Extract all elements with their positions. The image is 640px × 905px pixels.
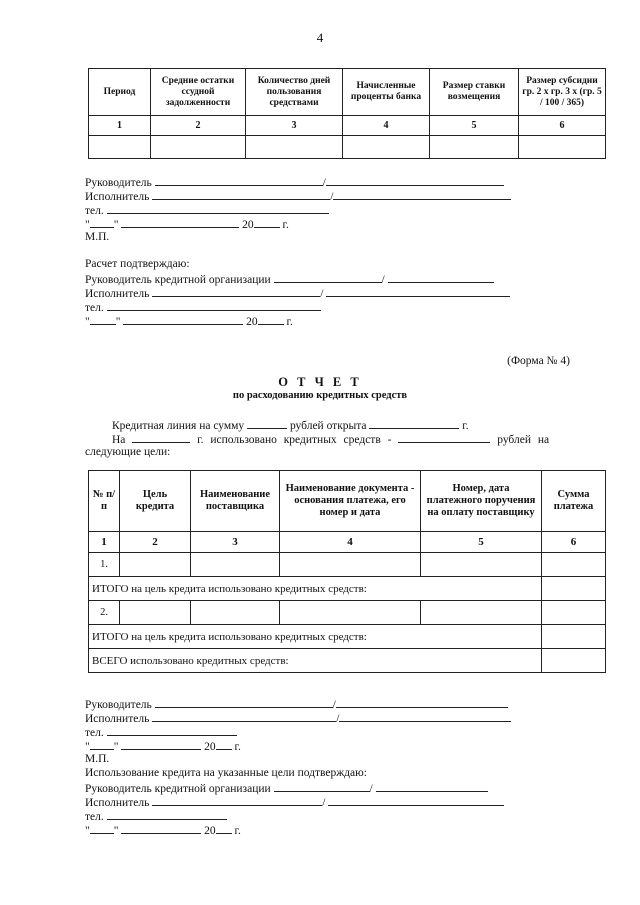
slash: / <box>332 699 336 711</box>
credit-line-label: Кредитная линия на сумму <box>112 420 245 432</box>
confirm1-tel-field[interactable] <box>107 300 321 311</box>
t2-cell[interactable] <box>542 553 606 577</box>
t2-col-number: 6 <box>542 532 606 553</box>
confirm2-date-line <box>85 823 241 838</box>
opened-date-field[interactable] <box>369 418 459 429</box>
sig1-tel-line <box>85 203 329 218</box>
row-number: 2. <box>89 601 120 625</box>
t1-cell[interactable] <box>343 136 430 159</box>
year-suffix: г. <box>282 219 289 231</box>
credit-amount-field[interactable] <box>247 418 287 429</box>
sig1-tel-field[interactable] <box>107 203 329 214</box>
confirm2-tel-label: тел. <box>85 811 104 823</box>
confirm2-year-label: 20 <box>204 825 216 837</box>
t2-cell[interactable] <box>542 649 606 673</box>
t1-col-number: 1 <box>89 116 151 136</box>
t1-cell[interactable] <box>89 136 151 159</box>
sig2-tel-line <box>85 725 237 740</box>
sig2-mp: М.П. <box>85 753 110 765</box>
quote: " <box>115 316 121 328</box>
slash: / <box>330 191 334 203</box>
t1-header: Средние остатки ссудной задолженности <box>151 69 246 116</box>
sig2-tel-field[interactable] <box>107 725 237 736</box>
confirm1-day-field[interactable] <box>90 314 116 325</box>
sig1-head-name-field[interactable] <box>326 175 504 186</box>
on-label: На <box>112 434 126 446</box>
purpose-total-label: ИТОГО на цель кредита использовано кредитных средств: <box>89 577 542 601</box>
quote: " <box>113 825 119 837</box>
t1-col-number: 4 <box>343 116 430 136</box>
confirm1-date-line <box>85 314 293 329</box>
credit-spending-table <box>88 470 606 673</box>
sig1-tel-label: тел. <box>85 205 104 217</box>
t1-cell[interactable] <box>151 136 246 159</box>
quote: " <box>85 219 90 231</box>
t1-cell[interactable] <box>246 136 343 159</box>
confirm1-executor-field[interactable] <box>152 286 320 297</box>
form-label: (Форма № 4) <box>507 355 570 367</box>
purpose-total-label: ИТОГО на цель кредита использовано кредитных средств: <box>89 625 542 649</box>
t1-header: Размер субсидии гр. 2 х гр. 3 х (гр. 5 / 100 / 365) <box>519 69 606 116</box>
quote: " <box>113 219 119 231</box>
confirm1-year-field[interactable] <box>258 314 284 325</box>
t2-header: Наименование документа - основания платежа, его номер и дата <box>280 471 421 532</box>
report-line-1 <box>112 418 469 433</box>
t1-header: Период <box>89 69 151 116</box>
sig2-head-field[interactable] <box>155 697 333 708</box>
sig1-day-field[interactable] <box>90 217 114 228</box>
confirm2-tel-field[interactable] <box>107 809 227 820</box>
confirm2-year-field[interactable] <box>216 823 232 834</box>
year-suffix: г. <box>462 420 469 432</box>
report-date-field[interactable] <box>132 432 190 443</box>
sig1-head-field[interactable] <box>155 175 323 186</box>
slash: / <box>369 783 373 795</box>
sig1-mp: М.П. <box>85 231 110 243</box>
sig2-executor-label: Исполнитель <box>85 713 150 725</box>
sig2-date-line <box>85 739 241 754</box>
grand-total-label: ВСЕГО использовано кредитных средств: <box>89 649 542 673</box>
t1-col-number: 5 <box>430 116 519 136</box>
confirm2-executor-name-field[interactable] <box>328 795 504 806</box>
confirm2-month-field[interactable] <box>121 823 201 834</box>
confirm1-year-label: 20 <box>246 316 258 328</box>
used-label: г. использовано кредитных средств - <box>197 434 392 446</box>
sig1-date-line <box>85 217 289 232</box>
sig2-head-label: Руководитель <box>85 699 152 711</box>
t2-cell[interactable] <box>280 553 421 577</box>
sig1-year-field[interactable] <box>254 217 280 228</box>
year-suffix: г. <box>234 741 241 753</box>
sig1-month-field[interactable] <box>121 217 239 228</box>
slash: / <box>381 274 385 286</box>
sig2-head-name-field[interactable] <box>336 697 508 708</box>
confirm2-head-field[interactable] <box>274 781 370 792</box>
year-suffix: г. <box>286 316 293 328</box>
sig2-head-line <box>85 697 508 712</box>
t2-cell[interactable] <box>542 625 606 649</box>
quote: " <box>85 316 90 328</box>
quote: " <box>113 741 119 753</box>
sig2-year-label: 20 <box>204 741 216 753</box>
quote: " <box>85 825 90 837</box>
confirm1-executor-line <box>85 286 510 301</box>
slash: / <box>320 288 324 300</box>
report-title: О Т Ч Е Т <box>278 375 362 389</box>
t2-col-number: 2 <box>120 532 191 553</box>
confirm1-month-field[interactable] <box>123 314 243 325</box>
t2-header: Сумма платежа <box>542 471 606 532</box>
t2-cell[interactable] <box>421 601 542 625</box>
table-row <box>89 577 606 601</box>
confirm2-executor-line <box>85 795 504 810</box>
page-number: 4 <box>316 30 324 45</box>
sig1-executor-label: Исполнитель <box>85 191 150 203</box>
t2-cell[interactable] <box>120 553 191 577</box>
t1-header: Количество дней пользования средствами <box>246 69 343 116</box>
sig2-executor-line <box>85 711 511 726</box>
t2-header: № п/п <box>89 471 120 532</box>
confirm2-head-label: Руководитель кредитной организации <box>85 783 271 795</box>
confirm1-head-label: Руководитель кредитной организации <box>85 274 271 286</box>
sig1-executor-name-field[interactable] <box>333 189 511 200</box>
t1-cell[interactable] <box>430 136 519 159</box>
sig1-executor-line <box>85 189 511 204</box>
t2-cell[interactable] <box>542 601 606 625</box>
row-number: 1. <box>89 553 120 577</box>
t2-col-number: 3 <box>191 532 280 553</box>
t1-header: Размер ставки возмещения <box>430 69 519 116</box>
quote: " <box>85 741 90 753</box>
t2-header: Цель кредита <box>120 471 191 532</box>
confirm1-head-name-field[interactable] <box>388 272 494 283</box>
report-subtitle: по расходованию кредитных средств <box>232 390 408 401</box>
used-amount-field[interactable] <box>398 432 490 443</box>
sig1-head-label: Руководитель <box>85 177 152 189</box>
t1-col-number: 3 <box>246 116 343 136</box>
sig1-head-line <box>85 175 504 190</box>
confirm1-tel-line <box>85 300 321 315</box>
t2-col-number: 1 <box>89 532 120 553</box>
confirm2-day-field[interactable] <box>90 823 114 834</box>
year-suffix: г. <box>234 825 241 837</box>
t2-header: Наименование поставщика <box>191 471 280 532</box>
sig1-year-label: 20 <box>242 219 254 231</box>
table-row <box>89 553 606 577</box>
t1-cell[interactable] <box>519 136 606 159</box>
confirm1-head-line <box>85 272 494 287</box>
rubles-label: рублей на <box>497 434 550 446</box>
t2-col-number: 5 <box>421 532 542 553</box>
t1-col-number: 2 <box>151 116 246 136</box>
sig2-month-field[interactable] <box>121 739 201 750</box>
t2-col-number: 4 <box>280 532 421 553</box>
confirm2-intro: Использование кредита на указанные цели подтверждаю: <box>85 767 367 779</box>
confirm2-tel-line <box>85 809 227 824</box>
t2-cell[interactable] <box>120 601 191 625</box>
slash: / <box>336 713 340 725</box>
sig1-executor-field[interactable] <box>152 189 330 200</box>
t2-cell[interactable] <box>191 553 280 577</box>
report-line-3: следующие цели: <box>85 446 171 458</box>
t2-cell[interactable] <box>542 577 606 601</box>
confirm1-intro: Расчет подтверждаю: <box>85 258 190 270</box>
confirm1-tel-label: тел. <box>85 302 104 314</box>
table-row <box>89 601 606 625</box>
t1-col-number: 6 <box>519 116 606 136</box>
t2-cell[interactable] <box>191 601 280 625</box>
confirm1-head-field[interactable] <box>274 272 382 283</box>
sig2-day-field[interactable] <box>90 739 114 750</box>
t1-header: Начисленные проценты банка <box>343 69 430 116</box>
confirm2-executor-label: Исполнитель <box>85 797 150 809</box>
confirm2-head-line <box>85 781 488 796</box>
t2-header: Номер, дата платежного поручения на оплату поставщику <box>421 471 542 532</box>
confirm2-executor-field[interactable] <box>152 795 322 806</box>
slash: / <box>322 177 326 189</box>
t2-cell[interactable] <box>280 601 421 625</box>
t2-cell[interactable] <box>421 553 542 577</box>
report-line-2 <box>112 432 549 447</box>
confirm1-executor-name-field[interactable] <box>326 286 510 297</box>
subsidy-calc-table <box>88 68 606 159</box>
sig2-tel-label: тел. <box>85 727 104 739</box>
slash: / <box>322 797 326 809</box>
confirm1-executor-label: Исполнитель <box>85 288 150 300</box>
sig2-executor-field[interactable] <box>152 711 336 722</box>
table-row <box>89 625 606 649</box>
confirm2-head-name-field[interactable] <box>376 781 488 792</box>
opened-label: рублей открыта <box>289 420 367 432</box>
sig2-year-field[interactable] <box>216 739 232 750</box>
table-row <box>89 649 606 673</box>
sig2-executor-name-field[interactable] <box>339 711 511 722</box>
